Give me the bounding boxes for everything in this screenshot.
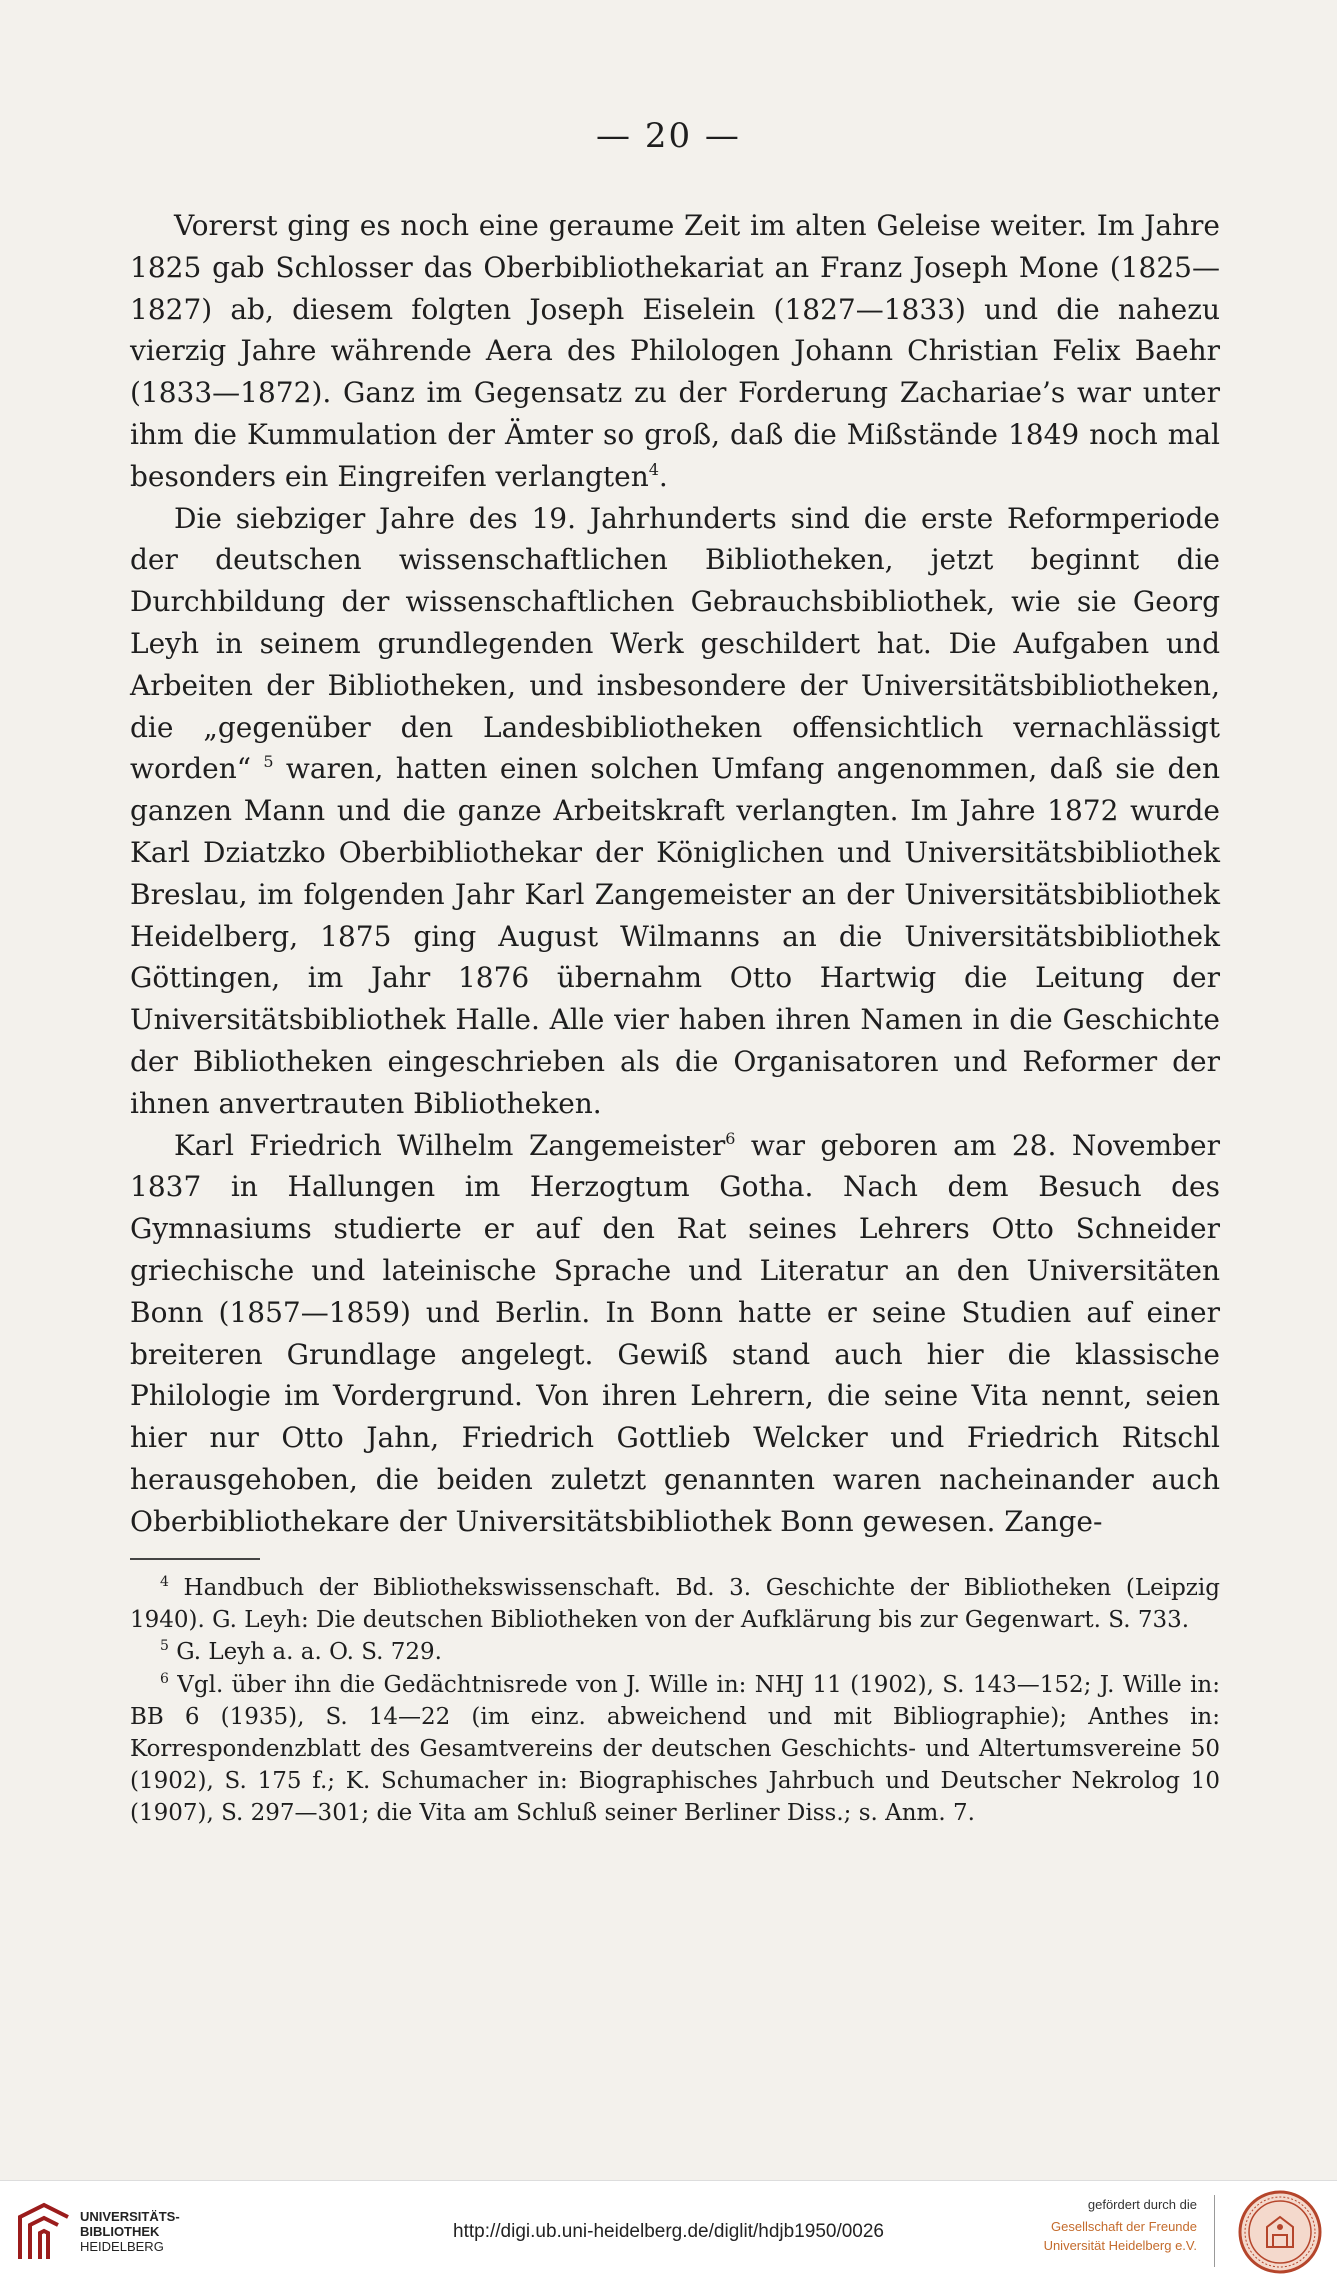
library-name-line3: HEIDELBERG xyxy=(80,2239,164,2254)
sponsor-credit xyxy=(1044,2195,1197,2255)
sponsor-org-line1: Gesellschaft der Freunde xyxy=(1051,2219,1197,2234)
sponsor-lead: gefördert durch die xyxy=(1087,2197,1197,2212)
paragraph-1-text-b: . xyxy=(658,459,668,493)
university-seal-icon[interactable] xyxy=(1237,2189,1323,2275)
footnotes xyxy=(130,1572,1220,1830)
paragraph-2-text-a: Die siebziger Jahre des 19. Jahrhunderts sind die erste Reformperiode der deutschen wissenschaftlichen Bibliotheken, jetzt beginnt die Durchbildung der wissenschaftlichen Gebrauchsbibliothek, wie sie Georg Leyh in seinem grundlegenden Werk geschildert hat. Die Aufgaben und Arbeiten der Bibliotheken, und insbesondere der Universitätsbibliotheken, die „gegenüber den Landesbibliotheken offensichtlich vernachlässigt worden“ xyxy=(130,501,1220,786)
paragraph-3-text-a: Karl Friedrich Wilhelm Zangemeister xyxy=(174,1128,726,1162)
footnote-4 xyxy=(130,1572,1220,1636)
footnote-6 xyxy=(130,1669,1220,1830)
footnote-marker-4: 4 xyxy=(160,1574,169,1590)
paragraph-1 xyxy=(130,205,1220,498)
paragraph-2-text-b: waren, hatten einen solchen Umfang angenommen, daß sie den ganzen Mann und die ganze Arbeitskraft verlangten. Im Jahre 1872 wurde Karl Dziatzko Oberbibliothekar der Königlichen und Universitätsbibliothek Breslau, im folgenden Jahr Karl Zangemeister an der Universitätsbibliothek Heidelberg, 1875 ging August Wilmanns an die Universitätsbibliothek Göttingen, im Jahr 1876 übernahm Otto Hartwig die Leitung der Universitätsbibliothek Halle. Alle vier haben ihren Namen in die Geschichte der Bibliotheken eingeschrieben als die Organisatoren und Reformer der ihnen anvertrauten Bibliotheken. xyxy=(130,752,1220,1120)
sponsor-divider xyxy=(1214,2195,1215,2267)
sponsor-org-line2: Universität Heidelberg e.V. xyxy=(1043,2238,1197,2253)
paragraph-2 xyxy=(130,498,1220,1125)
paragraph-1-text-a: Vorerst ging es noch eine geraume Zeit im alten Geleise weiter. Im Jahre 1825 gab Schlosser das Oberbibliothekariat an Franz Joseph Mone (1825—1827) ab, diesem folgten Joseph Eiselein (1827—1833) und die nahezu vierzig Jahre währende Aera des Philologen Johann Christian Felix Baehr (1833—1872). Ganz im Gegensatz zu der Forderung Zachariae’s war unter ihm die Kummulation der Ämter so groß, daß die Mißstände 1849 noch mal besonders ein Eingreifen verlangten xyxy=(130,209,1220,493)
footnote-5-text: G. Leyh a. a. O. S. 729. xyxy=(176,1639,442,1666)
footnote-ref-5[interactable]: 5 xyxy=(263,752,274,772)
paragraph-3-text-b: war geboren am 28. November 1837 in Hallungen im Herzogtum Gotha. Nach dem Besuch des Gymnasiums studierte er auf den Rat seines Lehrers Otto Schneider griechische und lateinische Sprache und Literatur an den Universitäten Bonn (1857—1859) und Berlin. In Bonn hatte er seine Studien auf einer breiteren Grundlage angelegt. Gewiß stand auch hier die klassische Philologie im Vordergrund. Von ihren Lehrern, die seine Vita nennt, seien hier nur Otto Jahn, Friedrich Gottlieb Welcker und Friedrich Ritschl herausgehoben, die beiden zuletzt genannten waren nacheinander auch Oberbibliothekare der Universitätsbibliothek Bonn gewesen. Zange- xyxy=(130,1128,1221,1538)
library-name-line2: BIBLIOTHEK xyxy=(80,2224,160,2239)
footnote-6-text: Vgl. über ihn die Gedächtnisrede von J. Wille in: NHJ 11 (1902), S. 143—152; J. Wille in: BB 6 (1935), S. 14—22 (im einz. abweichend und mit Bibliographie); Anthes in: Korrespondenzblatt des Gesamtvereins der deutschen Geschichts- und Altertumsvereine 50 (1902), S. 175 f.; K. Schumacher in: Biographisches Jahrbuch und Deutscher Nekrolog 10 (1907), S. 297—301; die Vita am Schluß seiner Berliner Diss.; s. Anm. 7. xyxy=(130,1671,1220,1827)
document-url-link[interactable]: http://digi.ub.uni-heidelberg.de/diglit/hdjb1950/0026 xyxy=(453,2221,884,2242)
footnote-ref-4[interactable]: 4 xyxy=(648,459,659,479)
paragraph-3 xyxy=(130,1125,1220,1543)
body-text xyxy=(130,205,1220,1543)
footnote-5 xyxy=(130,1636,1220,1668)
digitization-footer xyxy=(0,2180,1337,2280)
footnote-4-text: Handbuch der Bibliothekswissenschaft. Bd. 3. Geschichte der Bibliotheken (Leipzig 1940). G. Leyh: Die deutschen Bibliotheken von der Aufklärung bis zur Gegenwart. S. 733. xyxy=(130,1575,1220,1634)
footnote-marker-6: 6 xyxy=(160,1670,169,1687)
page-number: — 20 — xyxy=(596,116,741,156)
footnote-ref-6[interactable]: 6 xyxy=(725,1128,736,1148)
footnote-marker-5: 5 xyxy=(160,1638,169,1655)
library-name-line1: UNIVERSITÄTS- xyxy=(80,2209,180,2224)
footnote-divider xyxy=(130,1558,260,1560)
